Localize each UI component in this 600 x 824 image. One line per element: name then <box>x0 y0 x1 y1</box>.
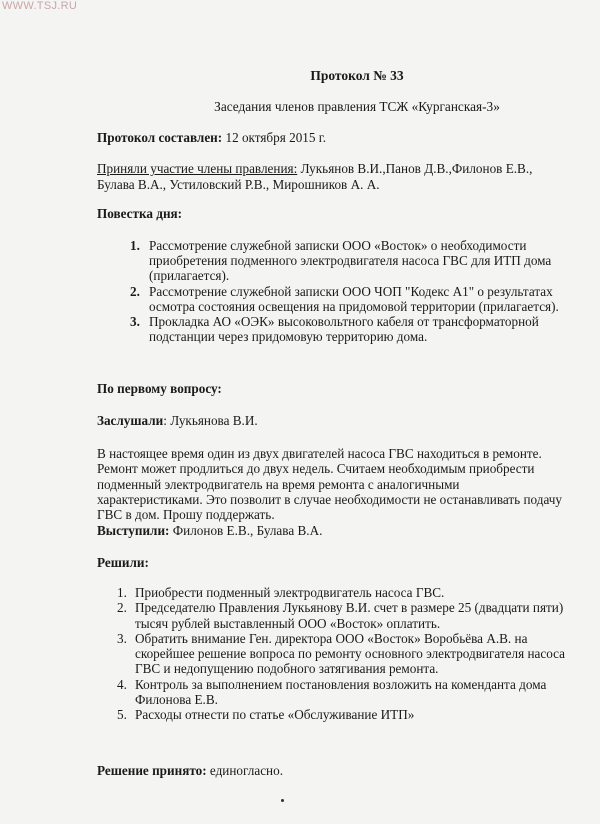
agenda-heading: Повестка дня: <box>97 206 183 221</box>
agenda-item-number: 1. <box>130 238 140 253</box>
decision-item-number: 5. <box>117 707 127 723</box>
result-line <box>97 763 567 778</box>
participants-line1: Лукьянов В.И.,Панов Д.В.,Филонов Е.В., <box>297 161 533 176</box>
compiled-line <box>97 130 567 145</box>
first-question-heading: По первому вопросу: <box>97 381 222 396</box>
decision-item-number: 2. <box>117 600 127 616</box>
decision-item-text: Приобрести подменный электродвигатель насоса ГВС. <box>135 585 445 600</box>
participants-label: Приняли участие члены правления: <box>97 161 298 176</box>
document-title: Протокол № 33 <box>310 68 404 83</box>
decision-item <box>97 631 567 677</box>
heard-value: : Лукьянова В.И. <box>163 413 258 428</box>
heard-label: Заслушали <box>97 413 164 428</box>
decision-item <box>97 600 567 631</box>
decision-item-text: Обратить внимание Ген. директора ООО «Восток» Воробьёва А.В. на скорейшее решение вопроса по ремонту основного электродвигателя насоса ГВС и недопущению подобного затягивания ремонта. <box>135 630 566 677</box>
watermark: WWW.TSJ.RU <box>2 0 78 12</box>
agenda-item-number: 3. <box>130 314 140 330</box>
speakers-label: Выступили: <box>97 523 170 538</box>
speech-paragraph: В настоящее время один из двух двигателей насоса ГВС находиться в ремонте. Ремонт может продлиться до двух недель. Считаем необходимым приобрести подменный электродвигатель на время ремонта с аналогичными характеристиками. Это позволит в случае необходимости не останавливать подачу ГВС в дом. Прошу поддержать. <box>97 446 562 523</box>
agenda-item <box>97 314 567 344</box>
compiled-label: Протокол составлен: <box>97 130 223 145</box>
agenda-list <box>97 238 567 344</box>
decision-item-text: Председателю Правления Лукьянову В.И. счет в размере 25 (двадцати пяти) тысяч рублей выставленный ООО «Восток» оплатить. <box>135 600 564 631</box>
participants-line2: Булава В.А., Устиловский Р.В., Мирошников А. А. <box>97 177 380 192</box>
decision-item <box>97 677 567 708</box>
participants-block <box>97 161 567 193</box>
decision-item-number: 3. <box>117 630 127 646</box>
agenda-item <box>97 284 567 314</box>
decision-item <box>97 707 567 722</box>
agenda-item <box>97 238 567 284</box>
document-subtitle: Заседания членов правления ТСЖ «Курганская-3» <box>214 99 500 114</box>
agenda-item-number: 2. <box>130 283 140 299</box>
compiled-value: 12 октября 2015 г. <box>222 130 326 145</box>
agenda-item-text: Рассмотрение служебной записки ООО «Восток» о необходимости приобретения подменного электродвигателя насоса ГВС для ИТП дома (прилагается). <box>149 238 552 284</box>
heard-line <box>97 413 567 428</box>
agenda-item-text: Прокладка АО «ОЭК» высоковольтного кабеля от трансформаторной подстанции через придомовую территорию дома. <box>149 314 539 345</box>
speakers-line <box>97 523 567 538</box>
decision-item <box>97 585 567 600</box>
result-value: единогласно. <box>206 763 283 778</box>
agenda-item-text: Рассмотрение служебной записки ООО ЧОП "Кодекс А1" о результатах осмотра состояния освещения на придомовой территории (прилагается). <box>149 283 559 314</box>
speakers-value: Филонов Е.В., Булава В.А. <box>169 523 323 538</box>
decided-heading: Решили: <box>97 555 149 570</box>
decision-item-text: Контроль за выполнением постановления возложить на коменданта дома Филонова Е.В. <box>135 676 547 708</box>
decision-item-text: Расходы отнести по статье «Обслуживание ИТП» <box>135 707 415 723</box>
result-label: Решение принято: <box>97 763 207 778</box>
scan-speck <box>281 799 284 802</box>
decided-list <box>97 585 567 723</box>
decision-item-number: 1. <box>117 585 127 600</box>
decision-item-number: 4. <box>117 676 127 692</box>
